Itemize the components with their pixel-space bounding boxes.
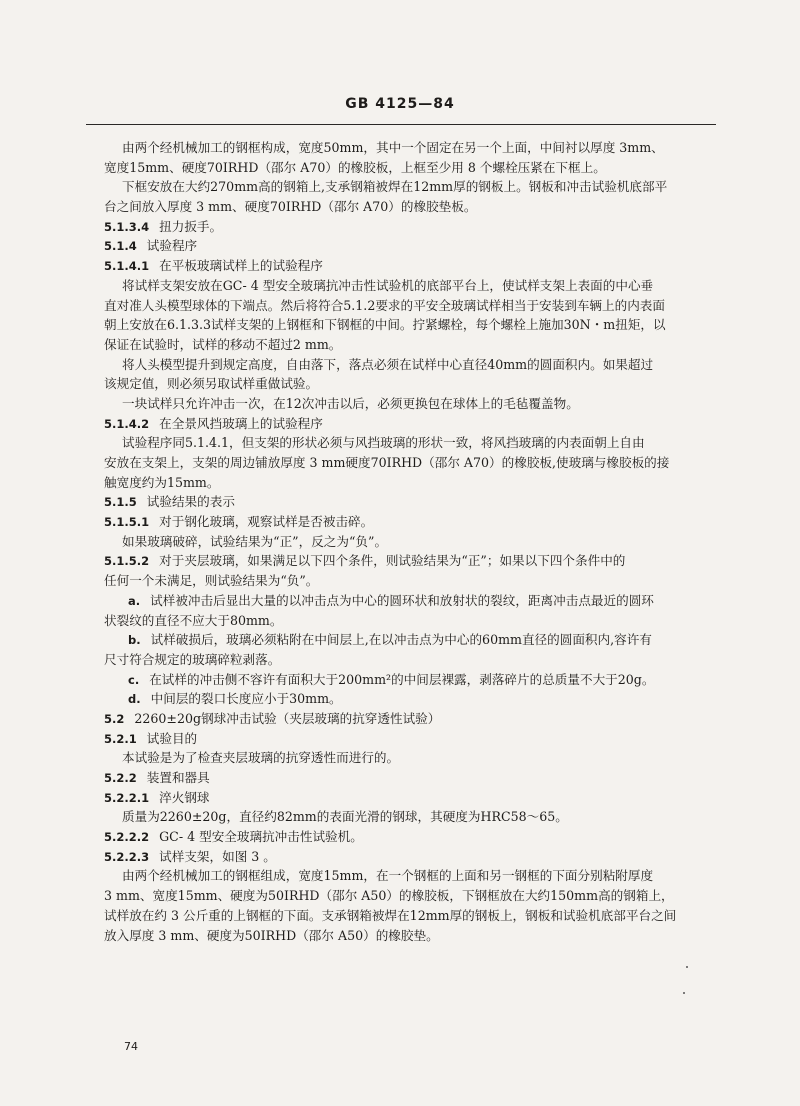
line-text: 安放在支架上，支架的周边铺放厚度 3 mm硬度70IRHD（邵尔 A70）的橡胶板,使玻璃与橡胶板的接: [104, 455, 670, 470]
section-line: [104, 551, 724, 571]
line-text: 试验目的: [146, 730, 198, 746]
text-line: [104, 611, 724, 631]
line-text: 在全景风挡玻璃上的试验程序: [159, 415, 323, 431]
section-line: [104, 492, 724, 512]
section-line: [104, 847, 724, 867]
text-line: [104, 807, 724, 827]
line-text: GC- 4 型安全玻璃抗冲击性试验机。: [159, 829, 363, 845]
text-line: [104, 906, 724, 926]
page-number: 74: [124, 1040, 138, 1053]
line-text: 试样支架，如图 3 。: [159, 848, 276, 864]
text-line: [104, 394, 724, 414]
line-text: 尺寸符合规定的玻璃碎粒剥落。: [104, 651, 281, 667]
text-line: [104, 138, 724, 158]
clause-number: 5.1.3.4: [104, 219, 150, 234]
scan-speck: [686, 966, 688, 968]
clause-number: a.: [128, 593, 141, 608]
line-text: 装置和器具: [146, 770, 210, 785]
line-text: 试样破损后，玻璃必须粘附在中间层上,在以冲击点为中心的60mm直径的圆面积内,容许有: [150, 632, 652, 648]
line-text: 在试样的冲击侧不容许有面积大于200mm²的中间层裸露，剥落碎片的总质量不大于20g。: [149, 671, 655, 687]
line-text: 保证在试验时，试样的移动不超过2 mm。: [104, 336, 342, 352]
line-text: 该规定值，则必须另取试样重做试验。: [104, 376, 319, 392]
text-line: [104, 197, 724, 217]
text-line: [104, 453, 724, 473]
clause-number: 5.1.5: [104, 495, 137, 510]
text-line: [104, 355, 724, 375]
line-text: 对于夹层玻璃，如果满足以下四个条件，则试验结果为“正”；如果以下四个条件中的: [159, 553, 626, 569]
text-line: [104, 748, 724, 768]
section-line: [104, 689, 724, 709]
header-rule: [86, 124, 716, 125]
clause-number: 5.1.4: [104, 239, 137, 254]
line-text: 扭力扳手。: [159, 218, 223, 234]
line-text: 质量为2260±20g，直径约82mm的表面光滑的钢球，其硬度为HRC58～65。: [122, 809, 568, 825]
section-line: [104, 827, 724, 847]
clause-number: 5.2: [104, 711, 125, 726]
line-text: 触宽度约为15mm。: [104, 474, 220, 490]
clause-number: b.: [128, 633, 141, 648]
line-text: 2260±20g钢球冲击试验（夹层玻璃的抗穿透性试验）: [134, 710, 441, 726]
text-line: [104, 374, 724, 394]
text-line: [104, 473, 724, 493]
clause-number: c.: [128, 672, 140, 687]
line-text: 由两个经机械加工的钢框组成，宽度15mm，在一个钢框的上面和另一钢框的下面分别粘附厚度: [122, 868, 654, 884]
line-text: 朝上安放在6.1.3.3试样支架的上钢框和下钢框的中间。拧紧螺栓，每个螺栓上施加30N・m扭矩，以: [104, 317, 666, 333]
text-line: [104, 650, 724, 670]
line-text: 本试验是为了检查夹层玻璃的抗穿透性而进行的。: [122, 750, 400, 766]
section-line: [104, 256, 724, 276]
clause-number: 5.1.4.2: [104, 416, 150, 431]
text-line: [104, 886, 724, 906]
scan-speck: [683, 992, 685, 994]
text-line: [104, 532, 724, 552]
standard-code-header: GB 4125—84: [345, 96, 455, 112]
line-text: 将人头模型提升到规定高度，自由落下，落点必须在试样中心直径40mm的圆面积内。如果超过: [122, 356, 654, 372]
line-text: 试验程序: [146, 238, 198, 254]
line-text: 一块试样只允许冲击一次，在12次冲击以后，必须更换包在球体上的毛毡覆盖物。: [122, 395, 579, 411]
line-text: 试验结果的表示: [146, 494, 235, 510]
text-line: [104, 335, 724, 355]
text-line: [104, 926, 724, 946]
text-line: [104, 158, 724, 178]
line-text: 下框安放在大约270mm高的钢箱上,支承钢箱被焊在12mm厚的钢板上。钢板和冲击试验机底部平: [122, 179, 668, 195]
text-line: [104, 433, 724, 453]
line-text: 直对准人头模型球体的下端点。然后将符合5.1.2要求的平安全玻璃试样相当于安装到车辆上的内表面: [104, 297, 665, 313]
line-text: 试验程序同5.1.4.1，但支架的形状必须与风挡玻璃的形状一致，将风挡玻璃的内表面朝上自由: [122, 435, 645, 451]
line-text: 试样被冲击后显出大量的以冲击点为中心的圆环状和放射状的裂纹，距离冲击点最近的圆环: [150, 592, 654, 608]
section-line: [104, 788, 724, 808]
clause-number: 5.1.4.1: [104, 259, 150, 274]
line-text: 中间层的裂口长度应小于30mm。: [150, 691, 342, 707]
clause-number: 5.2.2: [104, 771, 137, 785]
text-line: [104, 315, 724, 335]
section-line: [104, 414, 724, 434]
text-line: [104, 571, 724, 591]
section-line: [104, 709, 724, 729]
line-text: 宽度15mm、硬度70IRHD（邵尔 A70）的橡胶板，上框至少用 8 个螺栓压紧在下框上。: [104, 159, 606, 175]
line-text: 对于钢化玻璃，观察试样是否被击碎。: [159, 514, 374, 530]
line-text: 任何一个未满足，则试验结果为“负”。: [104, 573, 319, 589]
text-line: [104, 296, 724, 316]
line-text: 如果玻璃破碎，试验结果为“正”，反之为“负”。: [122, 533, 388, 549]
clause-number: 5.2.1: [104, 731, 137, 746]
section-line: [104, 768, 724, 788]
clause-number: 5.2.2.1: [104, 790, 150, 805]
section-line: [104, 512, 724, 532]
section-line: [104, 217, 724, 237]
clause-number: 5.1.5.2: [104, 554, 150, 569]
line-text: 3 mm、宽度15mm、硬度为50IRHD（邵尔 A50）的橡胶板，下钢框放在大约150mm高的钢箱上，: [104, 888, 674, 904]
section-line: [104, 729, 724, 749]
text-line: [104, 866, 724, 886]
line-text: 试样放在约 3 公斤重的上钢框的下面。支承钢箱被焊在12mm厚的钢板上，钢板和试验机底部平台之间: [104, 907, 677, 923]
clause-number: d.: [128, 692, 141, 707]
body-text: [104, 138, 724, 945]
line-text: 将试样支架安放在GC- 4 型安全玻璃抗冲击性试验机的底部平台上，使试样支架上表面的中心垂: [122, 277, 654, 293]
clause-number: 5.1.5.1: [104, 515, 150, 530]
text-line: [104, 177, 724, 197]
line-text: 状裂纹的直径不应大于80mm。: [104, 612, 283, 628]
section-line: [104, 670, 724, 690]
line-text: 淬火钢球: [159, 789, 210, 805]
line-text: 放入厚度 3 mm、硬度为50IRHD（邵尔 A50）的橡胶垫。: [104, 927, 439, 943]
clause-number: 5.2.2.3: [104, 849, 150, 864]
section-line: [104, 630, 724, 650]
section-line: [104, 591, 724, 611]
clause-number: 5.2.2.2: [104, 830, 150, 845]
line-text: 由两个经机械加工的钢框构成，宽度50mm，其中一个固定在另一个上面，中间衬以厚度 3mm、: [122, 140, 664, 155]
line-text: 台之间放入厚度 3 mm、硬度70IRHD（邵尔 A70）的橡胶垫板。: [104, 199, 477, 215]
line-text: 在平板玻璃试样上的试验程序: [159, 258, 323, 274]
text-line: [104, 276, 724, 296]
section-line: [104, 236, 724, 256]
